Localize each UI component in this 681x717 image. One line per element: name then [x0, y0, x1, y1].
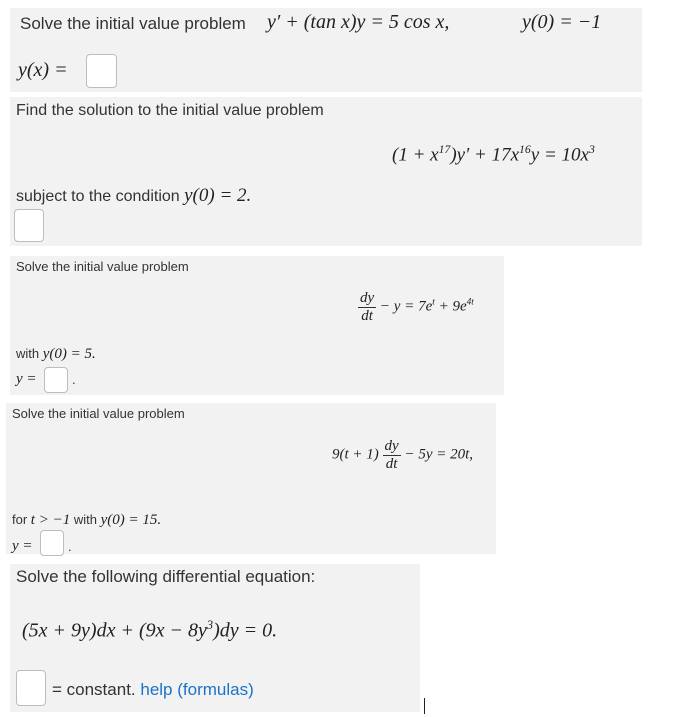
problem-3-eq-part-b: + 9e: [434, 298, 467, 315]
problem-3-derivative: [358, 290, 376, 324]
problem-4-with-text: with: [73, 512, 97, 527]
problem-5-eq-part-b: )dy = 0.: [213, 619, 278, 642]
help-formulas-link[interactable]: help (formulas): [140, 680, 254, 699]
problem-2-exp-3: 3: [588, 143, 595, 156]
problem-2-condition: y(0) = 2.: [184, 185, 252, 206]
problem-4-eq-part-a: 9(t + 1): [332, 446, 379, 463]
problem-5-answer-input[interactable]: [16, 670, 46, 706]
problem-3-frac-den: dt: [361, 307, 373, 324]
problem-2-exp-16: 16: [519, 143, 531, 156]
problem-3-exp-t: t: [432, 297, 435, 308]
problem-4-answer-label: y =: [12, 538, 33, 554]
problem-4-derivative: [383, 438, 401, 472]
problem-4-eq-part-b: − 5y = 20t,: [404, 446, 474, 463]
problem-4-frac-num: dy: [384, 438, 399, 454]
problem-2-condition-line: [16, 185, 251, 207]
problem-1-condition: y(0) = −1: [522, 11, 602, 33]
problem-2-equation: [392, 143, 595, 166]
problem-2-eq-part-b: )y′ + 17x: [450, 144, 520, 166]
problem-1-equation: y′ + (tan x)y = 5 cos x,: [267, 11, 450, 33]
problem-4-prompt: Solve the initial value problem: [12, 406, 185, 421]
problem-3-equation: [358, 290, 474, 324]
problem-3-panel: [10, 256, 504, 395]
problem-3-condition: y(0) = 5.: [42, 346, 96, 362]
problem-3-exp-4t: 4t: [466, 297, 474, 308]
problem-5-prompt: Solve the following differential equation:: [16, 567, 316, 586]
problem-4-for-text: for: [12, 512, 28, 527]
problem-1-answer-label: y(x) =: [18, 59, 68, 81]
problem-3-answer-suffix: .: [72, 372, 76, 387]
problem-2-exp-17: 17: [438, 143, 451, 156]
problem-4-answer-suffix: .: [68, 539, 72, 554]
problem-4-condition: y(0) = 15.: [100, 512, 162, 528]
problem-3-prompt: Solve the initial value problem: [16, 259, 189, 274]
problem-2-prompt: Find the solution to the initial value problem: [16, 102, 324, 119]
problem-3-condition-line: [16, 346, 96, 363]
problem-4-equation: [332, 438, 473, 472]
problem-3-answer-input[interactable]: [44, 367, 68, 393]
problem-5-equation: [22, 618, 277, 643]
problem-4-domain: t > −1: [30, 512, 71, 528]
problem-2-answer-input[interactable]: [14, 209, 44, 242]
problem-4-condition-line: [12, 512, 161, 529]
problem-1-answer-input[interactable]: [86, 54, 117, 88]
problem-2-condition-text: subject to the condition: [16, 188, 180, 205]
problem-3-answer-label: y =: [16, 371, 37, 387]
problem-4-frac-den: dt: [385, 455, 398, 472]
problem-3-frac-num: dy: [360, 290, 375, 306]
problem-3-with-text: with: [16, 346, 40, 361]
problem-2-eq-part-c: y = 10x: [530, 144, 589, 166]
problem-5-eq-part-a: (5x + 9y)dx + (9x − 8y: [22, 619, 207, 642]
problem-5-answer-line: [52, 680, 254, 700]
problem-1-prompt: Solve the initial value problem: [20, 14, 246, 33]
problem-5-answer-suffix: = constant.: [52, 680, 136, 699]
text-cursor-icon: [424, 698, 425, 714]
problem-3-eq-part-a: − y = 7e: [379, 298, 433, 315]
problem-4-answer-input[interactable]: [40, 530, 64, 556]
problem-4-panel: [6, 403, 496, 554]
problem-5-exp-3: 3: [206, 618, 214, 632]
problem-2-eq-part-a: (1 + x: [392, 144, 439, 166]
